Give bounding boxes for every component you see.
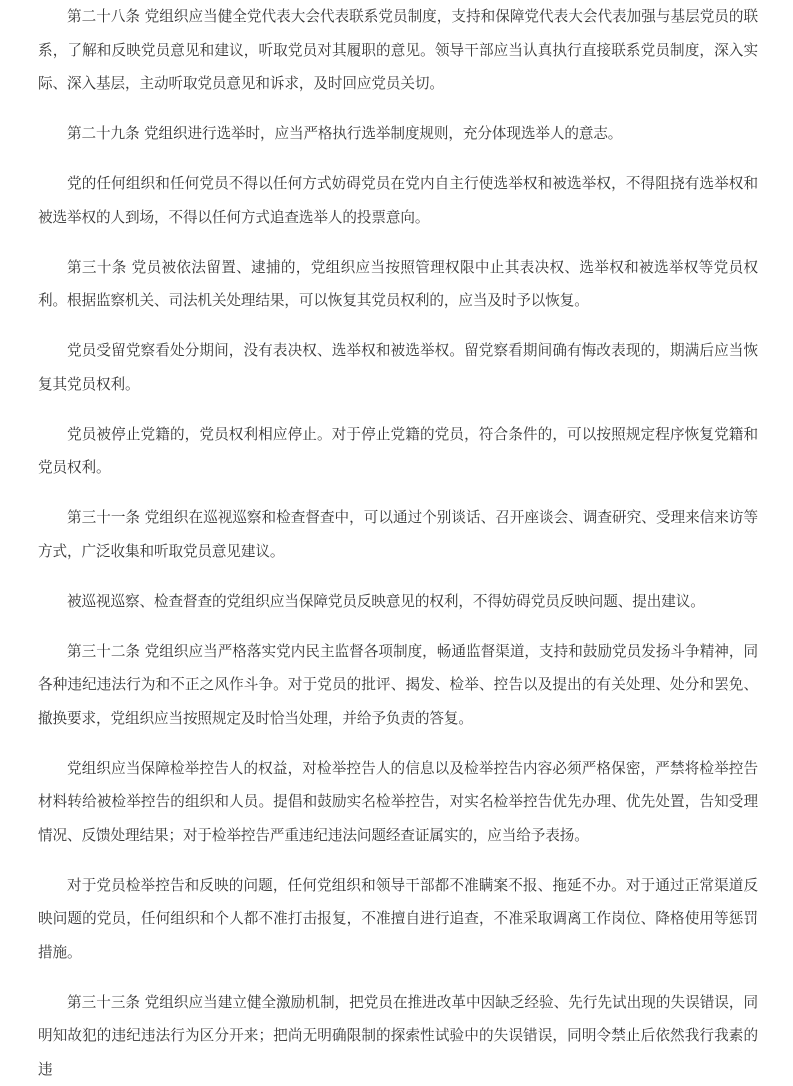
paragraph-article-31: 第三十一条 党组织在巡视巡察和检查督查中，可以通过个别谈话、召开座谈会、调查研究、受理来信来访等方式，广泛收集和听取党员意见建议。 <box>38 501 758 568</box>
paragraph-article-28: 第二十八条 党组织应当健全党代表大会代表联系党员制度，支持和保障党代表大会代表加强与基层党员的联系，了解和反映党员意见和建议，听取党员对其履职的意见。领导干部应当认真执行直接联系党员制度，深入实际、深入基层，主动听取党员意见和诉求，及时回应党员关切。 <box>38 0 758 101</box>
paragraph-article-29: 第二十九条 党组织进行选举时，应当严格执行选举制度规则，充分体现选举人的意志。 <box>38 117 758 151</box>
paragraph-article-33: 第三十三条 党组织应当建立健全激励机制，把党员在推进改革中因缺乏经验、先行先试出现的失误错误，同明知故犯的违纪违法行为区分开来；把尚无明确限制的探索性试验中的失误错误，同明令禁止后依然我行我素的违 <box>38 986 758 1086</box>
paragraph-article-31-cont: 被巡视巡察、检查督查的党组织应当保障党员反映意见的权利，不得妨碍党员反映问题、提出建议。 <box>38 585 758 619</box>
paragraph-article-32-no-retaliation: 对于党员检举控告和反映的问题，任何党组织和领导干部都不准瞒案不报、拖延不办。对于通过正常渠道反映问题的党员，任何组织和个人都不准打击报复，不准擅自进行追查，不准采取调离工作岗位、降格使用等惩罚措施。 <box>38 869 758 970</box>
paragraph-article-30: 第三十条 党员被依法留置、逮捕的，党组织应当按照管理权限中止其表决权、选举权和被选举权等党员权利。根据监察机关、司法机关处理结果，可以恢复其党员权利的，应当及时予以恢复。 <box>38 251 758 318</box>
paragraph-article-29-cont: 党的任何组织和任何党员不得以任何方式妨碍党员在党内自主行使选举权和被选举权，不得阻挠有选举权和被选举权的人到场，不得以任何方式追查选举人的投票意向。 <box>38 167 758 234</box>
paragraph-article-32-whistleblower: 党组织应当保障检举控告人的权益，对检举控告人的信息以及检举控告内容必须严格保密，严禁将检举控告材料转给被检举控告的组织和人员。提倡和鼓励实名检举控告，对实名检举控告优先办理、优先处置，告知受理情况、反馈处理结果；对于检举控告严重违纪违法问题经查证属实的，应当给予表扬。 <box>38 752 758 853</box>
paragraph-article-32: 第三十二条 党组织应当严格落实党内民主监督各项制度，畅通监督渠道，支持和鼓励党员发扬斗争精神，同各种违纪违法行为和不正之风作斗争。对于党员的批评、揭发、检举、控告以及提出的有关处理、处分和罢免、撤换要求，党组织应当按照规定及时恰当处理，并给予负责的答复。 <box>38 635 758 736</box>
paragraph-article-30-suspension: 党员被停止党籍的，党员权利相应停止。对于停止党籍的党员，符合条件的，可以按照规定程序恢复党籍和党员权利。 <box>38 418 758 485</box>
document-body <box>38 0 758 1086</box>
paragraph-article-30-probation: 党员受留党察看处分期间，没有表决权、选举权和被选举权。留党察看期间确有悔改表现的，期满后应当恢复其党员权利。 <box>38 334 758 401</box>
